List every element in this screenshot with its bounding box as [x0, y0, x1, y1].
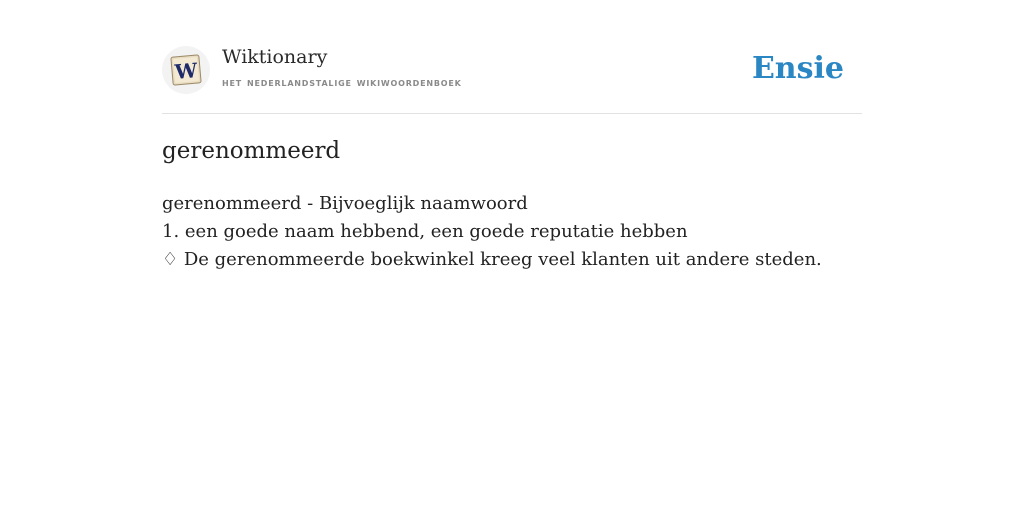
logo-tile-icon	[168, 52, 204, 88]
site-name[interactable]: Wiktionary	[222, 46, 328, 68]
page	[162, 0, 862, 512]
example-line: ♢ De gerenommeerde boekwinkel kreeg veel klanten uit andere steden.	[162, 249, 822, 270]
ensie-brand-link[interactable]: Ensie	[751, 51, 844, 86]
site-tagline: het nederlandstalige wikiwoordenboek	[222, 75, 462, 89]
definition-line: 1. een goede naam hebbend, een goede reputatie hebben	[162, 221, 688, 242]
part-of-speech-line: gerenommeerd - Bijvoeglijk naamwoord	[162, 193, 528, 214]
entry-title: gerenommeerd	[162, 138, 341, 164]
logo-letter: W	[173, 58, 199, 84]
header-divider	[162, 113, 862, 114]
header	[162, 46, 862, 96]
wiktionary-logo-icon[interactable]	[162, 46, 210, 94]
entry-body	[162, 190, 862, 274]
